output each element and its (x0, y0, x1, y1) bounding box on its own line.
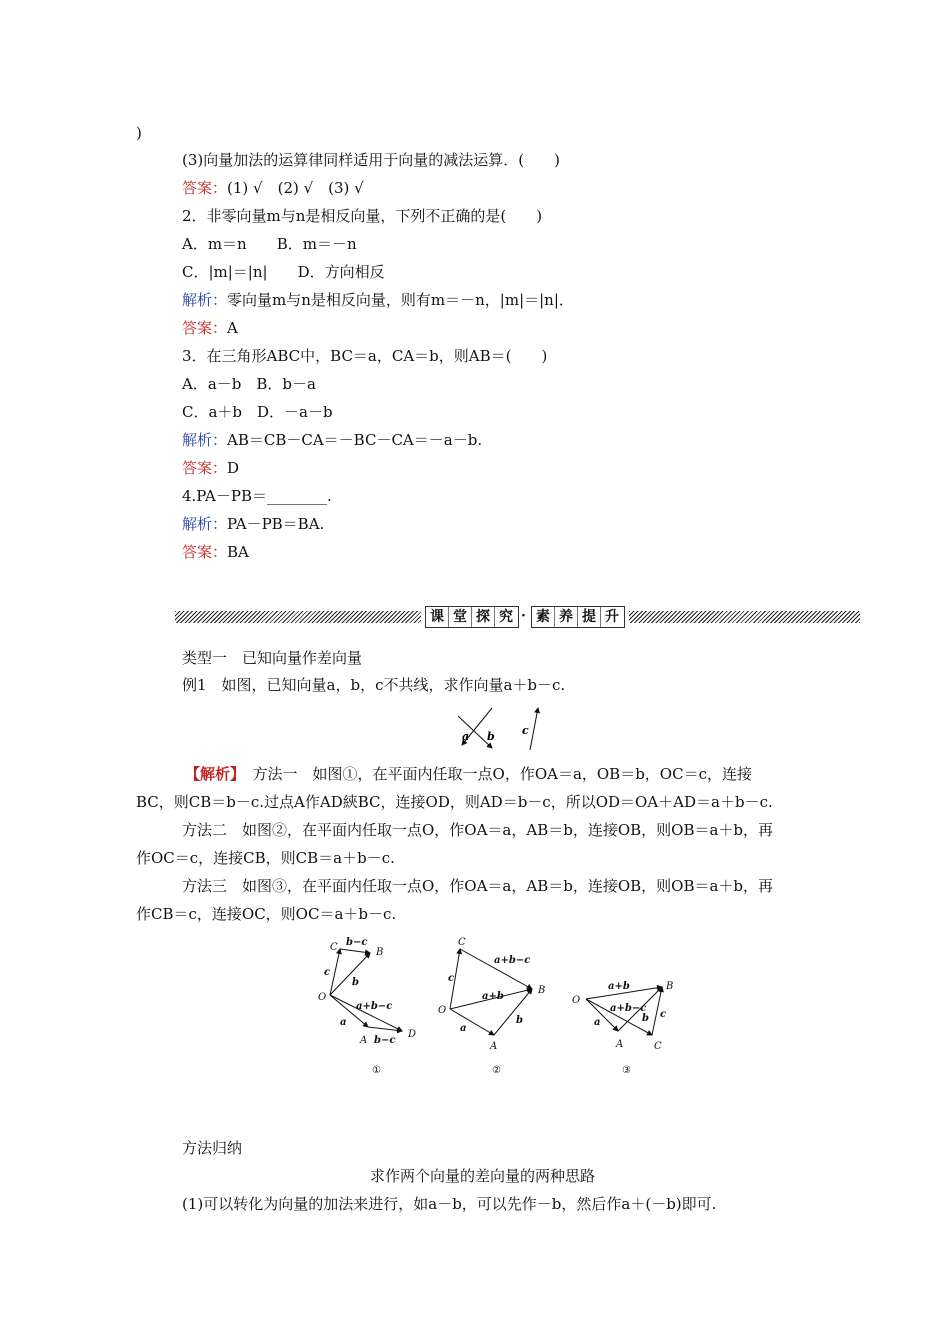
figure-label: ① (372, 1065, 381, 1076)
svg-text:c: c (660, 1009, 667, 1020)
svg-text:a+b−c: a+b−c (494, 955, 531, 966)
banner-char: 堂 (449, 607, 472, 627)
banner-char: 课 (426, 607, 449, 627)
answer-line (182, 542, 249, 562)
analysis-label: 解析： (182, 515, 228, 533)
question-2: 2．非零向量m与n是相反向量，下列不正确的是( ) (182, 207, 543, 225)
type-heading: 类型一 已知向量作差向量 (182, 649, 363, 667)
answer-value: (1) √ (2) √ (3) √ (227, 179, 364, 197)
question-4: 4.PA－PB＝________. (182, 487, 332, 505)
banner-char: 养 (555, 607, 578, 627)
svg-text:a: a (594, 1017, 601, 1028)
svg-text:B: B (538, 985, 546, 996)
given-vectors-figure (450, 700, 550, 756)
svg-text:a+b: a+b (608, 981, 630, 992)
banner-dot: · (521, 608, 526, 624)
svg-text:c: c (324, 967, 331, 978)
construction-figures (310, 935, 690, 1085)
banner-char: 提 (578, 607, 601, 627)
banner-char: 究 (499, 609, 513, 625)
banner-box-left (425, 606, 519, 628)
solution-label: 【解析】 (185, 765, 238, 783)
svg-text:a+b: a+b (482, 991, 504, 1002)
answer-value: D (227, 459, 240, 477)
example-statement: 例1 如图，已知向量a，b，c不共线，求作向量a＋b－c. (182, 676, 566, 694)
analysis-label: 解析： (182, 291, 228, 309)
svg-text:a: a (340, 1017, 347, 1028)
solution-text: 方法一 如图①，在平面内任取一点O，作OA＝a，OB＝b，OC＝c，连接 (237, 765, 752, 783)
figure-label: ② (492, 1065, 501, 1076)
svg-text:c: c (522, 724, 529, 737)
answer-value: BA (227, 543, 249, 561)
options-line: A．m＝n B．m＝－n (182, 235, 357, 253)
analysis-label: 解析： (182, 431, 228, 449)
svg-text:b−c: b−c (374, 1035, 396, 1046)
analysis-text: AB＝CB－CA＝－BC－CA＝－a－b. (227, 431, 483, 449)
svg-text:O: O (318, 992, 327, 1003)
banner-hatch-right (629, 611, 860, 623)
svg-text:a: a (462, 730, 470, 743)
figure-label: ③ (622, 1065, 631, 1076)
solution-line: BC，则CB＝b－c.过点A作AD綊BC，连接OD，则AD＝b－c，所以OD＝OA＋AD＝a＋b－c. (136, 793, 773, 811)
svg-text:b: b (642, 1013, 649, 1024)
analysis-line (182, 430, 482, 450)
svg-text:C: C (458, 937, 466, 948)
section-banner (175, 606, 860, 628)
answer-line (182, 318, 238, 338)
banner-hatch-left (175, 611, 421, 623)
analysis-text: PA－PB＝BA. (227, 515, 325, 533)
svg-text:D: D (408, 1029, 417, 1040)
svg-text:b: b (516, 1015, 523, 1026)
answer-label: 答案： (182, 459, 228, 477)
text-line: ) (136, 124, 142, 142)
svg-text:b−c: b−c (346, 937, 368, 948)
question-3: 3．在三角形ABC中，BC＝a，CA＝b，则AB＝( ) (182, 347, 548, 365)
text-line: (3)向量加法的运算律同样适用于向量的减法运算．( ) (182, 151, 560, 169)
answer-label: 答案： (182, 543, 228, 561)
answer-label: 答案： (182, 319, 228, 337)
analysis-line (182, 514, 324, 534)
answer-line (182, 178, 364, 198)
svg-text:a+b−c: a+b−c (610, 1003, 647, 1014)
svg-text:c: c (448, 973, 455, 984)
solution-line: 作OC＝c，连接CB，则CB＝a＋b－c. (136, 849, 395, 867)
svg-text:C: C (330, 942, 338, 953)
analysis-line (182, 290, 574, 310)
svg-text:O: O (438, 1005, 447, 1016)
options-line: C．|m|＝|n| D．方向相反 (182, 263, 385, 281)
svg-text:b: b (352, 977, 359, 988)
banner-char: 素 (532, 607, 555, 627)
solution-line: 方法二 如图②，在平面内任取一点O，作OA＝a，AB＝b，连接OB，则OB＝a＋b，再 (182, 821, 774, 839)
banner-char: 探 (472, 607, 495, 627)
svg-text:b: b (487, 730, 495, 743)
svg-text:A: A (490, 1041, 498, 1052)
banner-box-right (531, 606, 625, 628)
answer-value: A (227, 319, 238, 337)
svg-text:B: B (666, 981, 674, 992)
svg-text:A: A (360, 1035, 368, 1046)
solution-line (185, 764, 752, 784)
svg-text:A: A (616, 1039, 624, 1050)
summary-point: (1)可以转化为向量的加法来进行，如a－b，可以先作－b，然后作a＋(－b)即可. (182, 1195, 717, 1213)
svg-text:O: O (572, 995, 581, 1006)
method-summary-heading: 方法归纳 (182, 1139, 243, 1157)
solution-line: 方法三 如图③，在平面内任取一点O，作OA＝a，AB＝b，连接OB，则OB＝a＋b，再 (182, 877, 774, 895)
svg-text:B: B (376, 947, 384, 958)
svg-text:a: a (460, 1023, 467, 1034)
options-line: C．a＋b D．－a－b (182, 403, 333, 421)
answer-line (182, 458, 239, 478)
summary-title: 求作两个向量的差向量的两种思路 (370, 1167, 596, 1185)
analysis-text: 零向量m与n是相反向量，则有m＝－n，|m|＝|n|． (227, 291, 574, 309)
svg-text:a+b−c: a+b−c (356, 1001, 393, 1012)
solution-line: 作CB＝c，连接OC，则OC＝a＋b－c. (136, 905, 397, 923)
banner-char: 升 (605, 609, 619, 625)
options-line: A．a－b B．b－a (182, 375, 316, 393)
vector-c (530, 708, 538, 750)
answer-label: 答案： (182, 179, 228, 197)
svg-text:C: C (654, 1041, 662, 1052)
